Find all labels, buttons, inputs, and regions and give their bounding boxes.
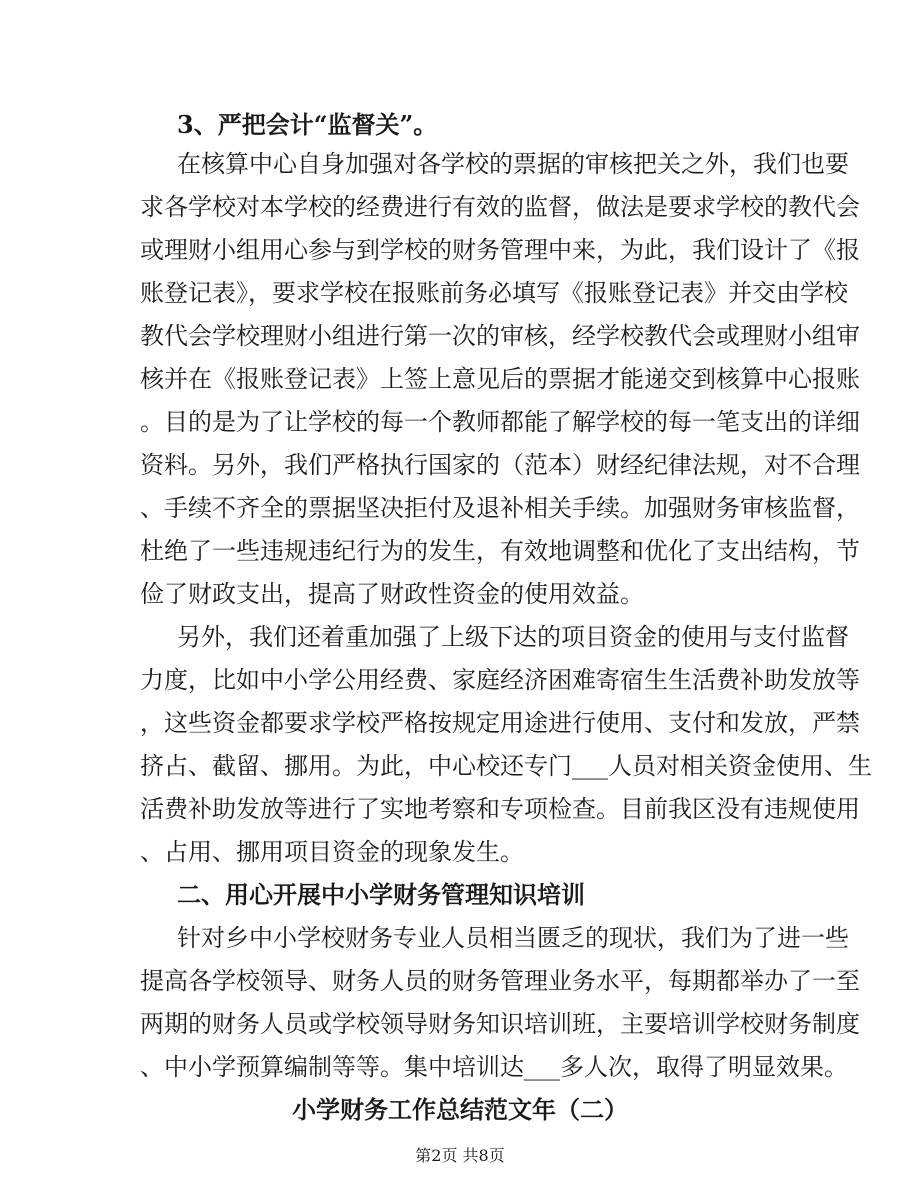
paragraph-1-line: 求各学校对本学校的经费进行有效的监督，做法是要求学校的教代会	[140, 193, 860, 221]
paragraph-1-line: 核并在《报账登记表》上签上意见后的票据才能递交到核算中心报账	[140, 365, 860, 393]
section-2-heading: 二、用心开展中小学财务管理知识培训	[177, 880, 585, 909]
paragraph-3-line: 提高各学校领导、财务人员的财务管理业务水平，每期都举办了一至	[140, 967, 860, 995]
paragraph-3-line: 两期的财务人员或学校领导财务知识培训班，主要培训学校财务制度	[140, 1010, 860, 1038]
paragraph-2-line: 、占用、挪用项目资金的现象发生。	[140, 838, 524, 866]
page-footer: 第2页 共8页	[415, 1146, 505, 1165]
paragraph-1-line: 教代会学校理财小组进行第一次的审核，经学校教代会或理财小组审	[140, 322, 860, 350]
section-3-heading: 3、严把会计“监督关”。	[177, 110, 438, 139]
paragraph-1-line: 资料。另外，我们严格执行国家的（范本）财经纪律法规，对不合理	[140, 451, 860, 479]
paragraph-3-line: 针对乡中小学校财务专业人员相当匮乏的现状，我们为了进一些	[177, 924, 849, 952]
next-article-title: 小学财务工作总结范文年（二）	[292, 1095, 628, 1124]
paragraph-2-line: 挤占、截留、挪用。为此，中心校还专门___人员对相关资金使用、生	[140, 752, 872, 780]
paragraph-1-line: 杜绝了一些违规违纪行为的发生，有效地调整和优化了支出结构，节	[140, 537, 860, 565]
paragraph-1-line: 或理财小组用心参与到学校的财务管理中来，为此，我们设计了《报	[140, 236, 860, 264]
paragraph-1-line: 。目的是为了让学校的每一个教师都能了解学校的每一笔支出的详细	[140, 408, 860, 436]
paragraph-1-line: 账登记表》，要求学校在报账前务必填写《报账登记表》并交由学校	[140, 279, 848, 307]
paragraph-3-line: 、中小学预算编制等等。集中培训达___多人次，取得了明显效果。	[140, 1053, 848, 1081]
paragraph-2-line: 另外，我们还着重加强了上级下达的项目资金的使用与支付监督	[177, 623, 849, 651]
paragraph-2-line: 活费补助发放等进行了实地考察和专项检查。目前我区没有违规使用	[140, 795, 860, 823]
paragraph-1-line: 在核算中心自身加强对各学校的票据的审核把关之外，我们也要	[177, 150, 849, 178]
paragraph-2-line: ，这些资金都要求学校严格按规定用途进行使用、支付和发放，严禁	[140, 709, 860, 737]
paragraph-1-line: 俭了财政支出，提高了财政性资金的使用效益。	[140, 580, 644, 608]
paragraph-1-line: 、手续不齐全的票据坚决拒付及退补相关手续。加强财务审核监督，	[140, 494, 860, 522]
paragraph-2-line: 力度，比如中小学公用经费、家庭经济困难寄宿生生活费补助发放等	[140, 666, 860, 694]
